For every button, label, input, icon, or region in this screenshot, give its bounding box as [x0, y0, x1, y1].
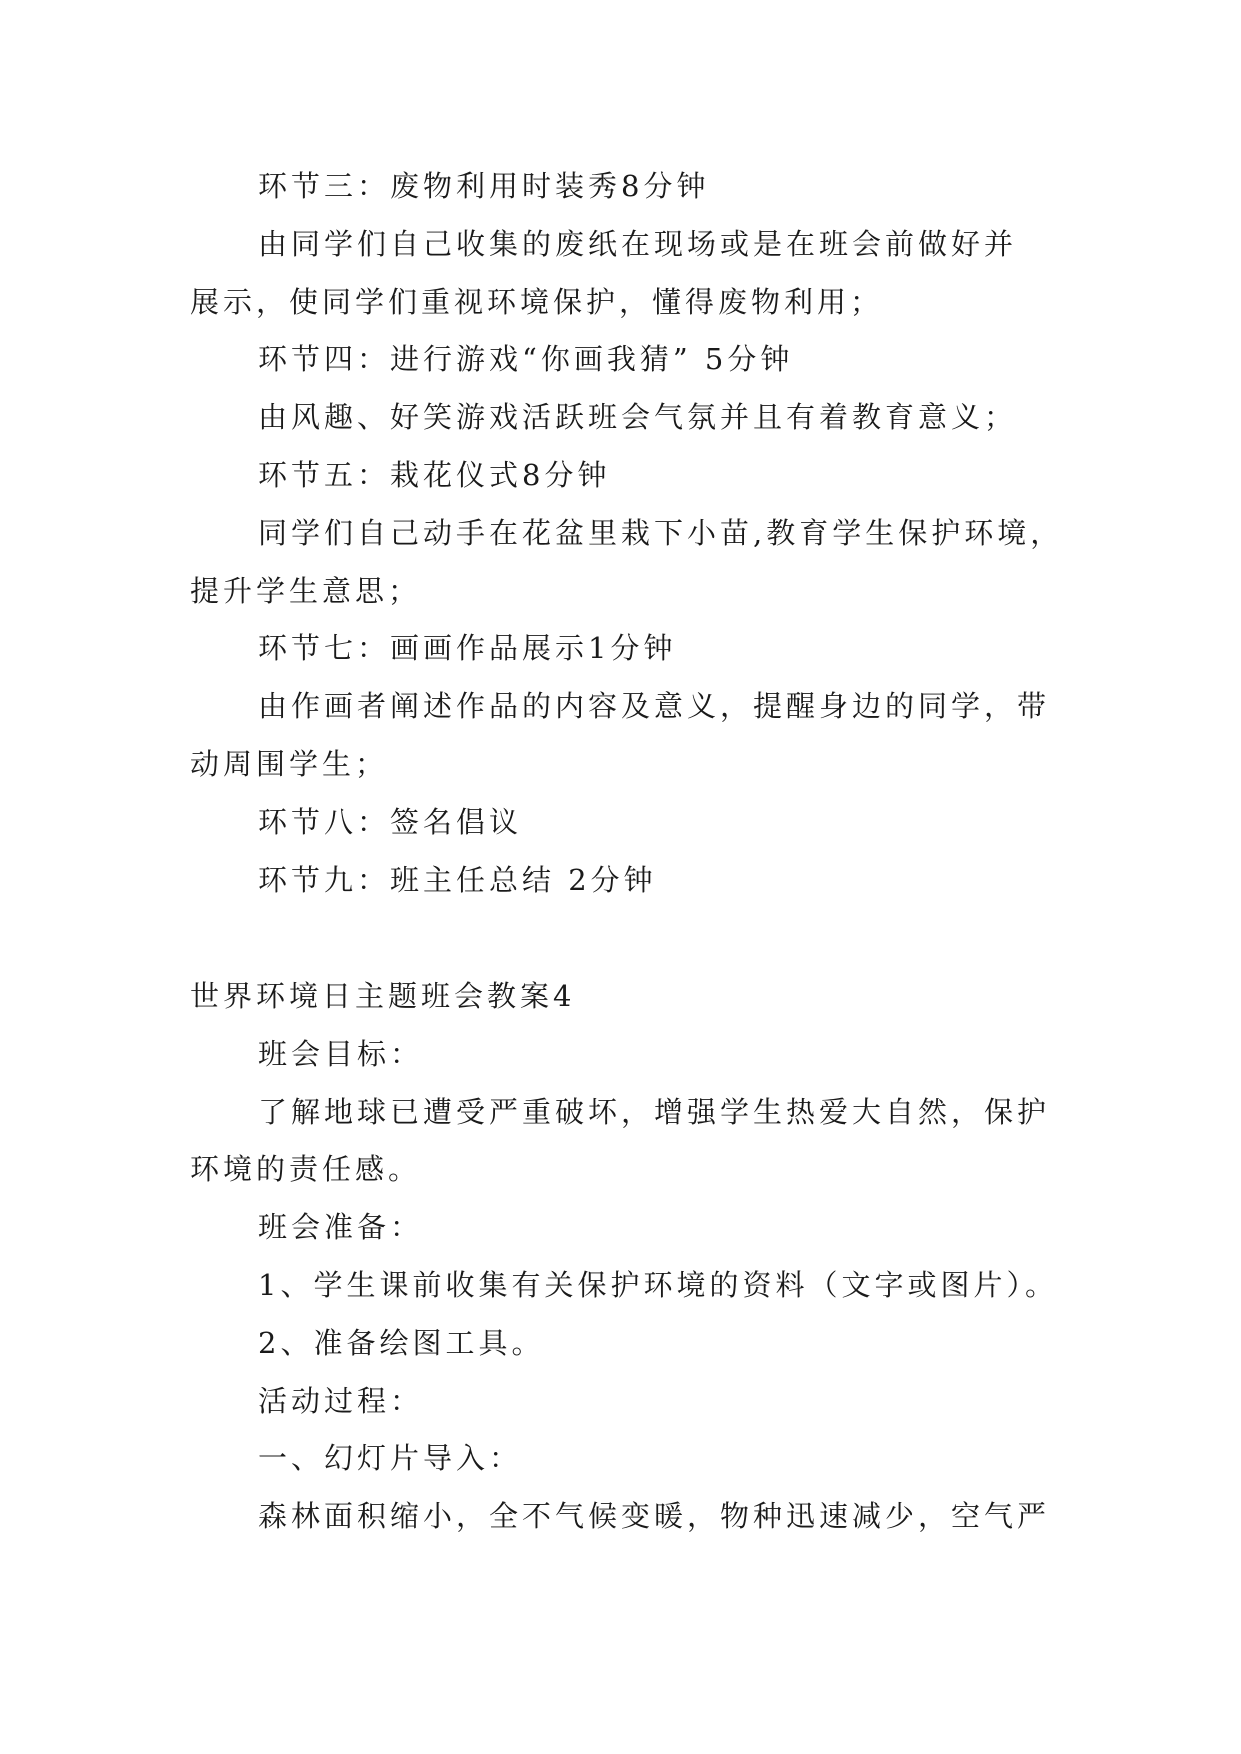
paragraph-line: 同学们自己动手在花盆里栽下小苗,教育学生保护环境， [258, 516, 1064, 550]
section-heading-9: 环节九：班主任总结 2分钟 [258, 863, 657, 897]
section-heading-8: 环节八：签名倡议 [258, 805, 523, 839]
document-title: 世界环境日主题班会教案4 [190, 979, 576, 1013]
subheading-goal: 班会目标： [258, 1037, 424, 1071]
subheading-process: 活动过程： [258, 1384, 424, 1418]
subheading-preparation: 班会准备： [258, 1210, 424, 1244]
paragraph-line: 森林面积缩小，全不气候变暖，物种迅速减少，空气严 [258, 1499, 1051, 1533]
paragraph-line: 由作画者阐述作品的内容及意义，提醒身边的同学，带 [258, 689, 1051, 723]
section-heading-5: 环节五：栽花仪式8分钟 [258, 458, 611, 492]
list-item: 2、准备绘图工具。 [258, 1326, 545, 1360]
paragraph-line: 提升学生意思； [190, 574, 422, 608]
section-heading-7: 环节七：画画作品展示1分钟 [258, 631, 677, 665]
paragraph-line: 由风趣、好笑游戏活跃班会气氛并且有着教育意义； [258, 400, 1018, 434]
section-heading-3: 环节三：废物利用时装秀8分钟 [258, 169, 710, 203]
subheading-step-1: 一、幻灯片导入： [258, 1441, 523, 1475]
list-item: 1、学生课前收集有关保护环境的资料（文字或图片）。 [258, 1268, 1058, 1302]
paragraph-line: 由同学们自己收集的废纸在现场或是在班会前做好并 [258, 227, 1018, 261]
paragraph-line: 环境的责任感。 [190, 1152, 422, 1186]
section-heading-4: 环节四：进行游戏“你画我猜” 5分钟 [258, 342, 794, 376]
paragraph-line: 展示，使同学们重视环境保护，懂得废物利用； [190, 285, 884, 319]
paragraph-line: 了解地球已遭受严重破坏，增强学生热爱大自然，保护 [258, 1095, 1051, 1129]
paragraph-line: 动周围学生； [190, 747, 389, 781]
